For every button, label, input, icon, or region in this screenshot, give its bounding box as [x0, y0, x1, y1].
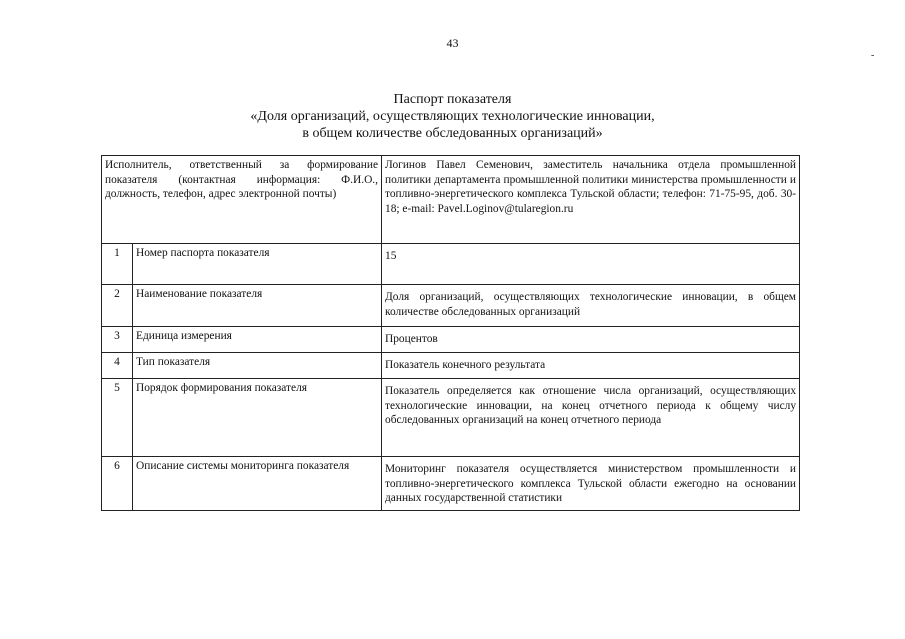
row-label: Порядок формирования показателя — [133, 379, 382, 457]
row-value: Показатель определяется как отношение числа организаций, осуществляющих технологические инновации, на конец отчетного периода к общему числу обследованных организаций на конец отчетного периода — [382, 379, 800, 457]
row-number: 6 — [102, 457, 133, 511]
table-row — [102, 327, 800, 353]
page-number: 43 — [446, 36, 459, 50]
passport-table — [101, 155, 800, 511]
document-title — [0, 91, 905, 142]
title-line-2: «Доля организаций, осуществляющих технологические инновации, — [250, 109, 655, 124]
table-row — [102, 379, 800, 457]
table-row — [102, 457, 800, 511]
row-value: Мониторинг показателя осуществляется министерством промышленности и топливно-энергетического комплекса Тульской области ежегодно на основании данных государственной статистики — [382, 457, 800, 511]
corner-mark: - — [871, 50, 875, 61]
row-value: 15 — [382, 244, 800, 285]
row-label: Единица измерения — [133, 327, 382, 353]
title-line-3: в общем количестве обследованных организаций» — [302, 126, 603, 141]
row-label: Номер паспорта показателя — [133, 244, 382, 285]
row-label: Тип показателя — [133, 353, 382, 379]
table-row-executor — [102, 156, 800, 244]
row-number: 1 — [102, 244, 133, 285]
table-row — [102, 285, 800, 327]
row-number: 2 — [102, 285, 133, 327]
row-value: Процентов — [382, 327, 800, 353]
title-line-1: Паспорт показателя — [393, 92, 512, 107]
row-label: Описание системы мониторинга показателя — [133, 457, 382, 511]
row-value: Доля организаций, осуществляющих технологические инновации, в общем количестве обследованных организаций — [382, 285, 800, 327]
table-row — [102, 244, 800, 285]
row-number: 4 — [102, 353, 133, 379]
row-number: 3 — [102, 327, 133, 353]
row-label: Наименование показателя — [133, 285, 382, 327]
row-value: Показатель конечного результата — [382, 353, 800, 379]
executor-value: Логинов Павел Семенович, заместитель начальника отдела промышленной политики департамента промышленной политики министерства промышленности и топливно-энергетического комплекса Тульской области; телефон: 71-75-95, доб. 30-18; e-mail: Pavel.Loginov@tularegion.ru — [382, 156, 800, 244]
executor-label: Исполнитель, ответственный за формирование показателя (контактная информация: Ф.И.О., должность, телефон, адрес электронной почты) — [102, 156, 382, 244]
table-row — [102, 353, 800, 379]
row-number: 5 — [102, 379, 133, 457]
